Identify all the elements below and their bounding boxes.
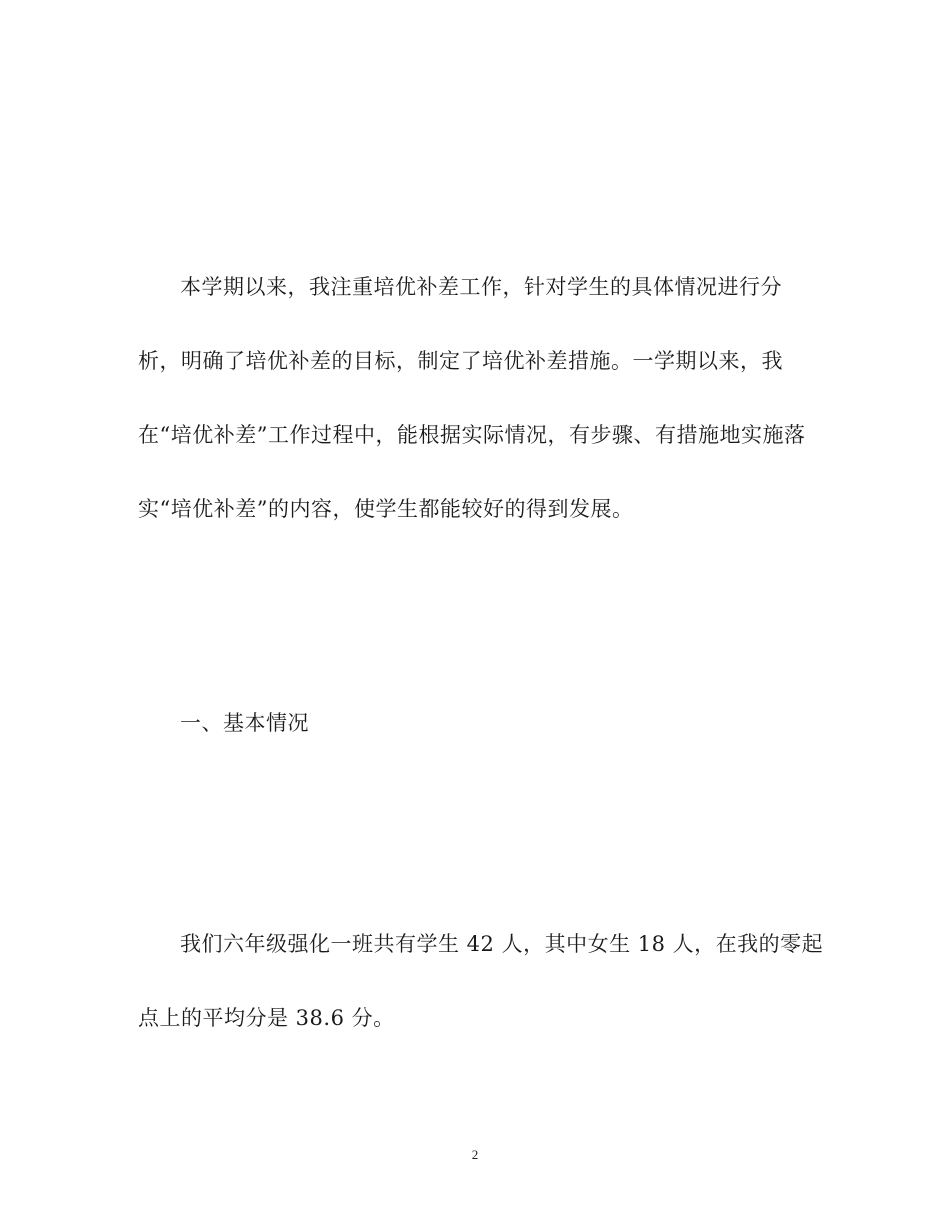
page-number: 2	[471, 1147, 479, 1162]
intro-paragraph-line-4: 实“培优补差”的内容，使学生都能较好的得到发展。	[138, 497, 634, 521]
section-heading: 一、基本情况	[180, 711, 309, 735]
intro-paragraph-line-1: 本学期以来，我注重培优补差工作，针对学生的具体情况进行分	[180, 275, 782, 299]
basic-info-paragraph-line-1: 我们六年级强化一班共有学生 42 人，其中女生 18 人，在我的零起	[180, 932, 824, 956]
intro-paragraph-line-2: 析，明确了培优补差的目标，制定了培优补差措施。一学期以来，我	[138, 349, 783, 373]
basic-info-paragraph-line-2: 点上的平均分是 38.6 分。	[138, 1006, 395, 1030]
intro-paragraph-line-3: 在“培优补差”工作过程中，能根据实际情况，有步骤、有措施地实施落	[138, 423, 806, 447]
